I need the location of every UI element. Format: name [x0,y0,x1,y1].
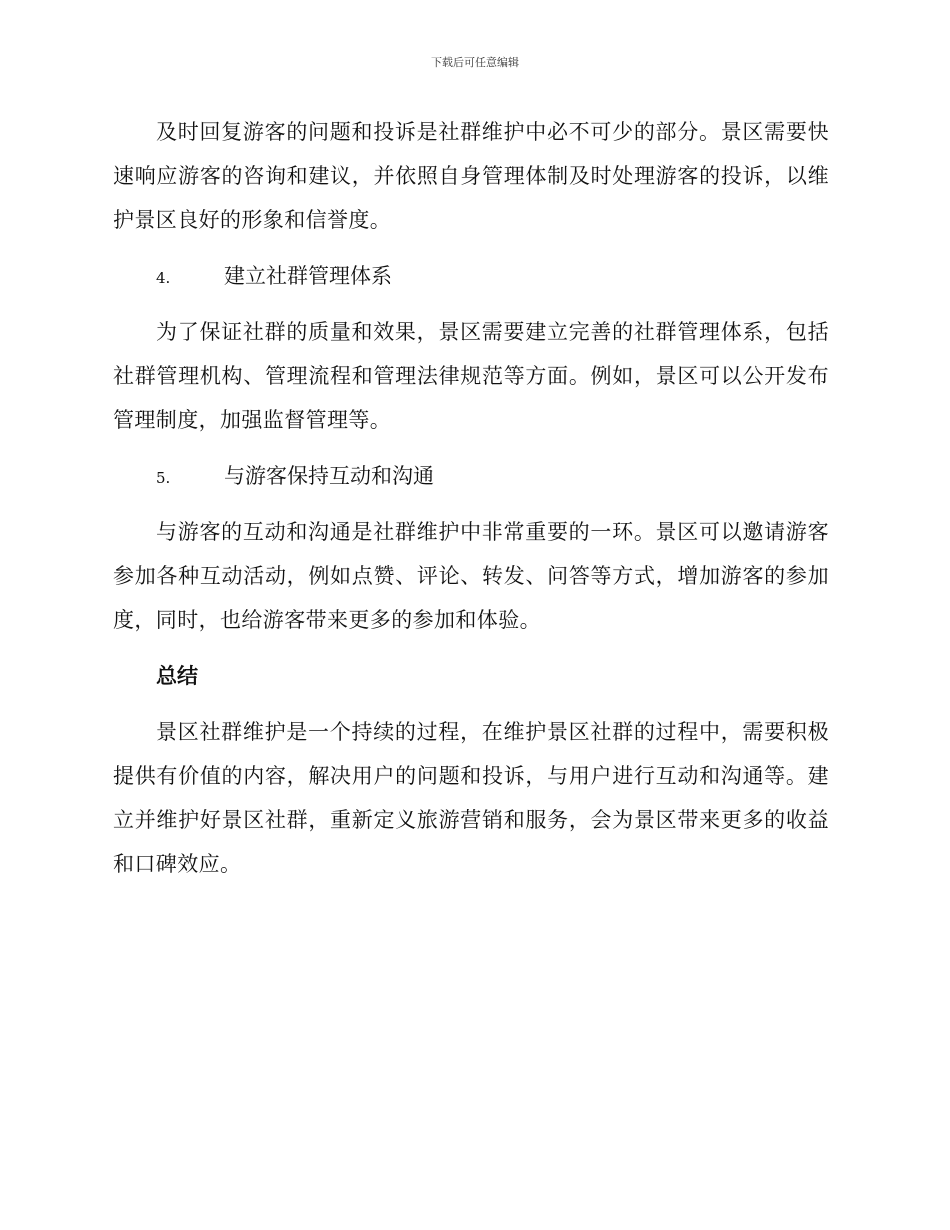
summary-heading: 总结 [156,663,198,688]
list-item-5 [156,454,829,498]
paragraph-summary: 景区社群维护是一个持续的过程，在维护景区社群的过程中，需要积极提供有价值的内容，解决用户的问题和投诉，与用户进行互动和沟通等。建立并维护好景区社群，重新定义旅游营销和服务，会为景区带来更多的收益和口碑效应。 [113,720,829,876]
paragraph-reply-complaints: 及时回复游客的问题和投诉是社群维护中必不可少的部分。景区需要快速响应游客的咨询和建议，并依照自身管理体制及时处理游客的投诉，以维护景区良好的形象和信誉度。 [113,120,829,232]
list-item-number: 5. [156,469,171,487]
paragraph-interaction: 与游客的互动和沟通是社群维护中非常重要的一环。景区可以邀请游客参加各种互动活动，例如点赞、评论、转发、问答等方式，增加游客的参加度，同时，也给游客带来更多的参加和体验。 [113,520,829,632]
list-item-number: 4. [156,269,171,287]
list-item-title: 与游客保持互动和沟通 [224,464,434,488]
paragraph-management-system: 为了保证社群的质量和效果，景区需要建立完善的社群管理体系，包括社群管理机构、管理流程和管理法律规范等方面。例如，景区可以公开发布管理制度，加强监督管理等。 [113,320,829,432]
list-item-4 [156,254,829,298]
page-header: 下载后可任意编辑 [431,56,519,69]
list-item-title: 建立社群管理体系 [224,264,392,288]
document-body [113,110,829,898]
